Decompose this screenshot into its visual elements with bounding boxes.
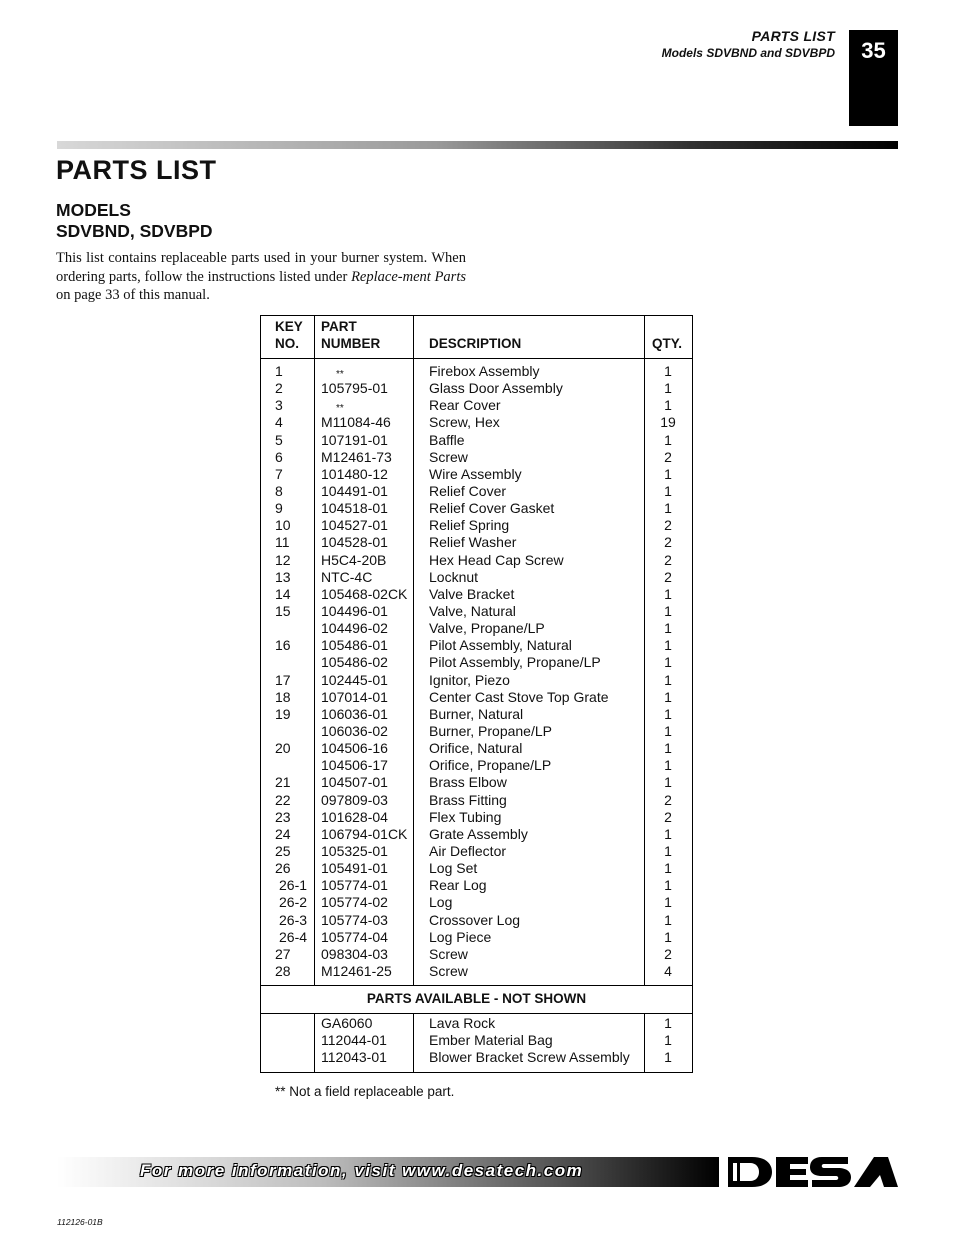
description-cell: Relief Spring — [429, 517, 510, 534]
qty-cell: 2 — [664, 534, 672, 551]
part-number-cell: 105486-01 — [321, 637, 388, 654]
header-key: KEY NO. — [275, 319, 303, 351]
description-cell: Screw — [429, 448, 468, 465]
part-number-cell: 106036-01 — [321, 705, 388, 722]
key-cell: 14 — [275, 585, 291, 602]
description-cell: Valve Bracket — [429, 585, 515, 602]
description-cell: Relief Cover — [429, 482, 507, 499]
header-description: DESCRIPTION — [429, 336, 522, 351]
part-number-cell: 106036-02 — [321, 722, 388, 739]
description-cell: Orifice, Propane/LP — [429, 757, 552, 774]
part-number-cell: 105486-02 — [321, 654, 388, 671]
not-shown-title: PARTS AVAILABLE - NOT SHOWN — [366, 991, 587, 1006]
description-cell: Baffle — [429, 431, 465, 448]
models-heading-line1: MODELS — [56, 200, 131, 220]
description-cell: Rear Log — [429, 877, 487, 894]
qty-cell: 1 — [664, 363, 672, 379]
qty-cell: 1 — [664, 637, 672, 654]
description-cell: Center Cast Stove Top Grate — [429, 688, 609, 705]
page-number: 35 — [849, 30, 898, 126]
part-number-cell: 107014-01 — [321, 688, 388, 705]
table-row — [261, 929, 692, 946]
header-divider — [261, 358, 692, 359]
key-cell: 26-3 — [279, 911, 308, 928]
description-cell: Brass Fitting — [429, 791, 507, 808]
qty-cell: 1 — [664, 397, 672, 414]
table-row — [261, 792, 692, 809]
qty-cell: 1 — [664, 500, 672, 517]
part-number-cell: 112044-01 — [321, 1032, 387, 1049]
qty-cell: 1 — [664, 688, 672, 705]
replacement-parts-reference: Replace-ment Parts — [351, 268, 466, 285]
key-cell: 26 — [275, 860, 291, 877]
header-section: PARTS LIST — [751, 28, 835, 44]
table-row — [261, 672, 692, 689]
qty-cell: 2 — [664, 448, 672, 465]
key-cell: 16 — [275, 637, 291, 654]
table-row — [261, 1049, 692, 1066]
table-row — [261, 414, 692, 431]
intro-paragraph — [56, 249, 466, 305]
qty-cell: 1 — [664, 431, 672, 448]
qty-cell: 2 — [664, 551, 672, 568]
description-cell: Pilot Assembly, Natural — [429, 637, 572, 654]
description-cell: Rear Cover — [429, 397, 501, 414]
part-number-cell: 112043-01 — [321, 1049, 387, 1066]
key-cell: 3 — [275, 397, 283, 414]
table-row — [261, 363, 692, 380]
part-number-cell: 101480-12 — [321, 465, 388, 482]
models-heading — [56, 200, 213, 242]
description-cell: Orifice, Natural — [429, 740, 523, 757]
description-cell: Screw, Hex — [429, 414, 500, 431]
parts-table — [260, 315, 693, 1073]
models-heading-line2: SDVBND, SDVBPD — [56, 221, 213, 241]
desa-logo — [728, 1155, 898, 1189]
part-number-cell: 104507-01 — [321, 774, 388, 791]
intro-text-2: on page 33 of this manual. — [56, 287, 210, 303]
table-row — [261, 534, 692, 551]
table-row — [261, 569, 692, 586]
qty-cell: 1 — [664, 482, 672, 499]
table-row — [261, 843, 692, 860]
qty-cell: 1 — [664, 602, 672, 619]
key-cell: 24 — [275, 825, 291, 842]
part-number-cell: M12461-73 — [321, 448, 392, 465]
part-number-cell: 104506-16 — [321, 740, 388, 757]
table-row — [261, 740, 692, 757]
qty-cell: 2 — [664, 568, 672, 585]
description-cell: Ember Material Bag — [429, 1032, 553, 1049]
part-number-cell: 105795-01 — [321, 380, 388, 397]
key-cell: 5 — [275, 431, 283, 448]
part-number-cell: 104496-02 — [321, 620, 388, 637]
header-models: Models SDVBND and SDVBPD — [661, 46, 835, 60]
key-cell: 28 — [275, 962, 291, 979]
part-number-cell: 104491-01 — [321, 482, 388, 499]
part-number-cell: 098304-03 — [321, 945, 388, 962]
part-number-cell: 105468-02CK — [321, 585, 408, 602]
part-number-cell: 105774-02 — [321, 894, 388, 911]
table-row — [261, 774, 692, 791]
qty-cell: 1 — [664, 671, 672, 688]
part-number-cell: GA6060 — [321, 1015, 373, 1031]
description-cell: Wire Assembly — [429, 465, 522, 482]
part-number-cell: 104496-01 — [321, 602, 388, 619]
qty-cell: 1 — [664, 894, 672, 911]
qty-cell: 1 — [664, 585, 672, 602]
description-cell: Lava Rock — [429, 1015, 496, 1031]
table-row — [261, 483, 692, 500]
part-number-cell: 106794-01CK — [321, 825, 408, 842]
part-number-cell: 104506-17 — [321, 757, 388, 774]
qty-cell: 1 — [664, 705, 672, 722]
key-cell: 15 — [275, 602, 291, 619]
qty-cell: 4 — [664, 962, 672, 979]
description-cell: Locknut — [429, 568, 479, 585]
key-cell: 12 — [275, 551, 291, 568]
not-shown-rows — [261, 1015, 692, 1066]
part-number-cell: 104528-01 — [321, 534, 388, 551]
qty-cell: 1 — [664, 1032, 672, 1049]
table-row — [261, 689, 692, 706]
table-row — [261, 963, 692, 980]
part-number-cell: H5C4-20B — [321, 551, 387, 568]
key-cell: 22 — [275, 791, 291, 808]
table-row — [261, 637, 692, 654]
table-row — [261, 877, 692, 894]
part-number-cell: 105774-01 — [321, 877, 388, 894]
intro-text-1: This list contains replaceable parts used in your burner system. When ordering parts, follow the instructions listed under — [56, 250, 466, 285]
part-number-cell: 105325-01 — [321, 842, 388, 859]
part-number-cell: 105774-03 — [321, 911, 388, 928]
table-row — [261, 380, 692, 397]
qty-cell: 1 — [664, 928, 672, 945]
part-number-cell: ** — [336, 369, 344, 380]
parts-rows — [261, 363, 692, 980]
table-row — [261, 449, 692, 466]
header-part: PART NUMBER — [321, 319, 381, 351]
description-cell: Burner, Propane/LP — [429, 722, 552, 739]
qty-cell: 1 — [664, 842, 672, 859]
key-cell: 25 — [275, 842, 291, 859]
key-cell: 27 — [275, 945, 291, 962]
table-row — [261, 603, 692, 620]
footnote: ** Not a field replaceable part. — [275, 1084, 455, 1099]
key-cell: 26-4 — [279, 928, 308, 945]
table-row — [261, 809, 692, 826]
key-cell: 2 — [275, 380, 283, 397]
part-number-cell: 105774-04 — [321, 928, 388, 945]
key-cell: 20 — [275, 740, 291, 757]
table-row — [261, 757, 692, 774]
table-row — [261, 826, 692, 843]
description-cell: Grate Assembly — [429, 825, 528, 842]
table-row — [261, 466, 692, 483]
table-row — [261, 894, 692, 911]
qty-cell: 2 — [664, 945, 672, 962]
table-row — [261, 552, 692, 569]
qty-cell: 1 — [664, 825, 672, 842]
description-cell: Relief Cover Gasket — [429, 500, 555, 517]
description-cell: Valve, Propane/LP — [429, 620, 545, 637]
part-number-cell: 104527-01 — [321, 517, 388, 534]
qty-cell: 1 — [664, 380, 672, 397]
key-cell: 17 — [275, 671, 291, 688]
table-row — [261, 1015, 692, 1032]
table-row — [261, 946, 692, 963]
table-row — [261, 432, 692, 449]
header-qty: QTY. — [652, 336, 683, 351]
qty-cell: 1 — [664, 1049, 672, 1066]
description-cell: Log Set — [429, 860, 478, 877]
page-title: PARTS LIST — [56, 155, 217, 185]
qty-cell: 1 — [664, 722, 672, 739]
table-row — [261, 706, 692, 723]
description-cell: Ignitor, Piezo — [429, 671, 510, 688]
document-number: 112126-01B — [57, 1217, 103, 1227]
qty-cell: 19 — [660, 414, 676, 431]
table-row — [261, 1032, 692, 1049]
table-row — [261, 397, 692, 414]
key-cell: 26-1 — [279, 877, 308, 894]
description-cell: Glass Door Assembly — [429, 380, 563, 397]
description-cell: Screw — [429, 962, 468, 979]
key-cell: 19 — [275, 705, 291, 722]
description-cell: Screw — [429, 945, 468, 962]
description-cell: Burner, Natural — [429, 705, 524, 722]
qty-cell: 1 — [664, 740, 672, 757]
header-rule — [57, 141, 898, 149]
table-row — [261, 500, 692, 517]
description-cell: Blower Bracket Screw Assembly — [429, 1049, 630, 1066]
description-cell: Valve, Natural — [429, 602, 516, 619]
qty-cell: 1 — [664, 465, 672, 482]
key-cell: 13 — [275, 568, 291, 585]
qty-cell: 1 — [664, 774, 672, 791]
part-number-cell: ** — [336, 403, 344, 415]
part-number-cell: 107191-01 — [321, 431, 388, 448]
part-number-cell: 104518-01 — [321, 500, 388, 517]
part-number-cell: NTC-4C — [321, 568, 373, 585]
table-row — [261, 586, 692, 603]
qty-cell: 1 — [664, 620, 672, 637]
qty-cell: 1 — [664, 1015, 672, 1031]
footer-website-text: For more information, visit www.desatech.com — [140, 1161, 584, 1180]
key-cell: 9 — [275, 500, 283, 517]
description-cell: Firebox Assembly — [429, 363, 540, 379]
description-cell: Hex Head Cap Screw — [429, 551, 564, 568]
part-number-cell: 102445-01 — [321, 671, 388, 688]
qty-cell: 2 — [664, 791, 672, 808]
table-row — [261, 517, 692, 534]
qty-cell: 1 — [664, 877, 672, 894]
key-cell: 6 — [275, 448, 283, 465]
running-header — [662, 28, 835, 60]
qty-cell: 2 — [664, 517, 672, 534]
description-cell: Pilot Assembly, Propane/LP — [429, 654, 601, 671]
description-cell: Flex Tubing — [429, 808, 502, 825]
table-row — [261, 654, 692, 671]
description-cell: Relief Washer — [429, 534, 517, 551]
part-number-cell: 097809-03 — [321, 791, 388, 808]
key-cell: 23 — [275, 808, 291, 825]
key-cell: 1 — [275, 363, 283, 379]
description-cell: Air Deflector — [429, 842, 507, 859]
qty-cell: 1 — [664, 860, 672, 877]
description-cell: Log — [429, 894, 453, 911]
key-cell: 10 — [275, 517, 291, 534]
key-cell: 8 — [275, 482, 283, 499]
table-row — [261, 620, 692, 637]
key-cell: 11 — [275, 534, 290, 551]
qty-cell: 2 — [664, 808, 672, 825]
part-number-cell: M11084-46 — [321, 414, 391, 431]
table-row — [261, 860, 692, 877]
table-row — [261, 912, 692, 929]
table-row — [261, 723, 692, 740]
qty-cell: 1 — [664, 757, 672, 774]
part-number-cell: 101628-04 — [321, 808, 388, 825]
key-cell: 26-2 — [279, 894, 308, 911]
part-number-cell: 105491-01 — [321, 860, 388, 877]
qty-cell: 1 — [664, 654, 672, 671]
description-cell: Log Piece — [429, 928, 492, 945]
part-number-cell: M12461-25 — [321, 962, 392, 979]
key-cell: 4 — [275, 414, 283, 431]
key-cell: 21 — [275, 774, 291, 791]
qty-cell: 1 — [664, 911, 672, 928]
key-cell: 18 — [275, 688, 291, 705]
description-cell: Brass Elbow — [429, 774, 507, 791]
description-cell: Crossover Log — [429, 911, 521, 928]
key-cell: 7 — [275, 465, 283, 482]
